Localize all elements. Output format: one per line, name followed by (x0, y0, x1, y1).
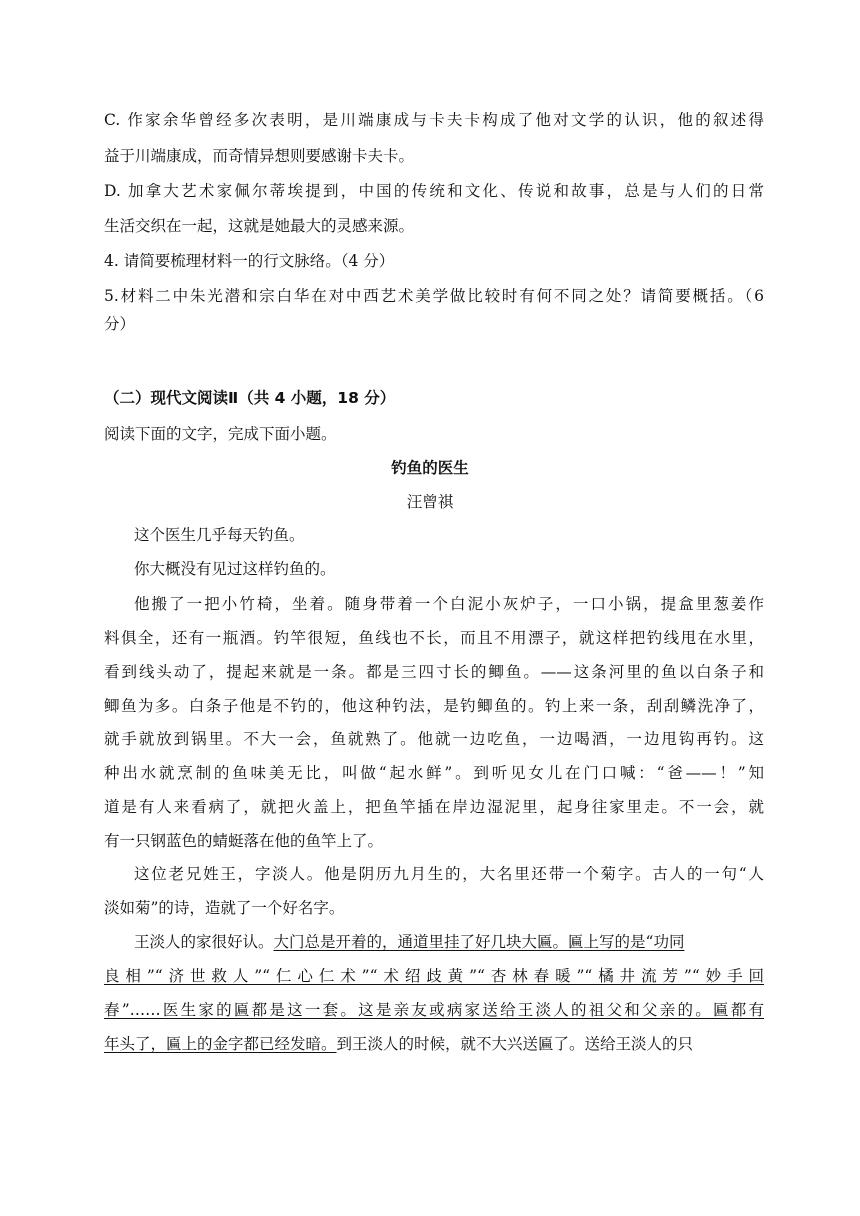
paragraph-3-line-2: 料俱全，还有一瓶酒。钓竿很短，鱼线也不长，而且不用漂子，就这样把钓线甩在水里， (104, 629, 764, 647)
option-c-line-2: 益于川端康成，而奇情异想则要感谢卡夫卡。 (104, 147, 415, 165)
underlined-passage-start: 大门总是开着的，通道里挂了好几块大匾。匾上写的是“功同 (273, 933, 685, 951)
paragraph-5-line-1 (134, 932, 764, 952)
paragraph-3-line-1: 他搬了一把小竹椅，坐着。随身带着一个白泥小灰炉子，一口小锅，提盒里葱姜作 (134, 595, 764, 613)
option-c-line-1: C. 作家余华曾经多次表明，是川端康成与卡夫卡构成了他对文学的认识，他的叙述得 (104, 111, 764, 129)
paragraph-5-line-3-underlined: 春”……医生家的匾都是这一套。这是亲友或病家送给王淡人的祖父和父亲的。匾都有 (104, 1001, 764, 1019)
article-title: 钓鱼的医生 (391, 459, 469, 477)
paragraph-3-line-8: 有一只钢蓝色的蜻蜓落在他的鱼竿上了。 (104, 832, 384, 850)
paragraph-3-line-5: 就手就放到锅里。不大一会，鱼就熟了。他就一边吃鱼，一边喝酒，一边甩钩再钓。这 (104, 730, 764, 748)
paragraph-5-continuation: 到王淡人的时候，就不大兴送匾了。送给王淡人的只 (336, 1035, 694, 1053)
paragraph-1: 这个医生几乎每天钓鱼。 (134, 526, 305, 544)
paragraph-5-line-4 (104, 1034, 764, 1054)
underlined-passage-end: 年头了，匾上的金字都已经发暗。 (104, 1035, 337, 1053)
paragraph-3-line-7: 道是有人来看病了，就把火盖上，把鱼竿插在岸边湿泥里，起身往家里走。不一会，就 (104, 798, 764, 816)
section-instruction: 阅读下面的文字，完成下面小题。 (104, 425, 337, 443)
paragraph-3-line-4: 鲫鱼为多。白条子他是不钓的，他这种钓法，是钓鲫鱼的。钓上来一条，刮刮鳞洗净了， (104, 697, 764, 715)
paragraph-5-line-2-underlined: 良相”“济世救人”“仁心仁术”“术绍歧黄”“杏林春暖”“橘井流芳”“妙手回 (104, 967, 764, 985)
paragraph-5-lead: 王淡人的家很好认。 (134, 933, 274, 951)
article-author: 汪曾祺 (406, 493, 454, 511)
paragraph-3-line-6: 种出水就烹制的鱼味美无比，叫做“起水鲜”。到听见女儿在门口喊：“爸——！”知 (104, 764, 764, 782)
question-5-line-2: 分） (104, 315, 136, 333)
option-d-line-1: D. 加拿大艺术家佩尔蒂埃提到，中国的传统和文化、传说和故事，总是与人们的日常 (104, 182, 764, 200)
question-4: 4. 请简要梳理材料一的行文脉络。（4 分） (104, 252, 395, 270)
paragraph-4-line-2: 淡如菊”的诗，造就了一个好名字。 (104, 899, 345, 917)
question-5-line-1: 5.材料二中朱光潜和宗白华在对中西艺术美学做比较时有何不同之处？请简要概括。（6 (104, 287, 764, 305)
paragraph-4-line-1: 这位老兄姓王，字淡人。他是阴历九月生的，大名里还带一个菊字。古人的一句“人 (134, 865, 764, 883)
paragraph-2: 你大概没有见过这样钓鱼的。 (134, 560, 336, 578)
option-d-line-2: 生活交织在一起，这就是她最大的灵感来源。 (104, 217, 415, 235)
paragraph-3-line-3: 看到线头动了，提起来就是一条。都是三四寸长的鲫鱼。——这条河里的鱼以白条子和 (104, 663, 764, 681)
section-heading: （二）现代文阅读Ⅱ（共 4 小题，18 分） (104, 389, 396, 407)
